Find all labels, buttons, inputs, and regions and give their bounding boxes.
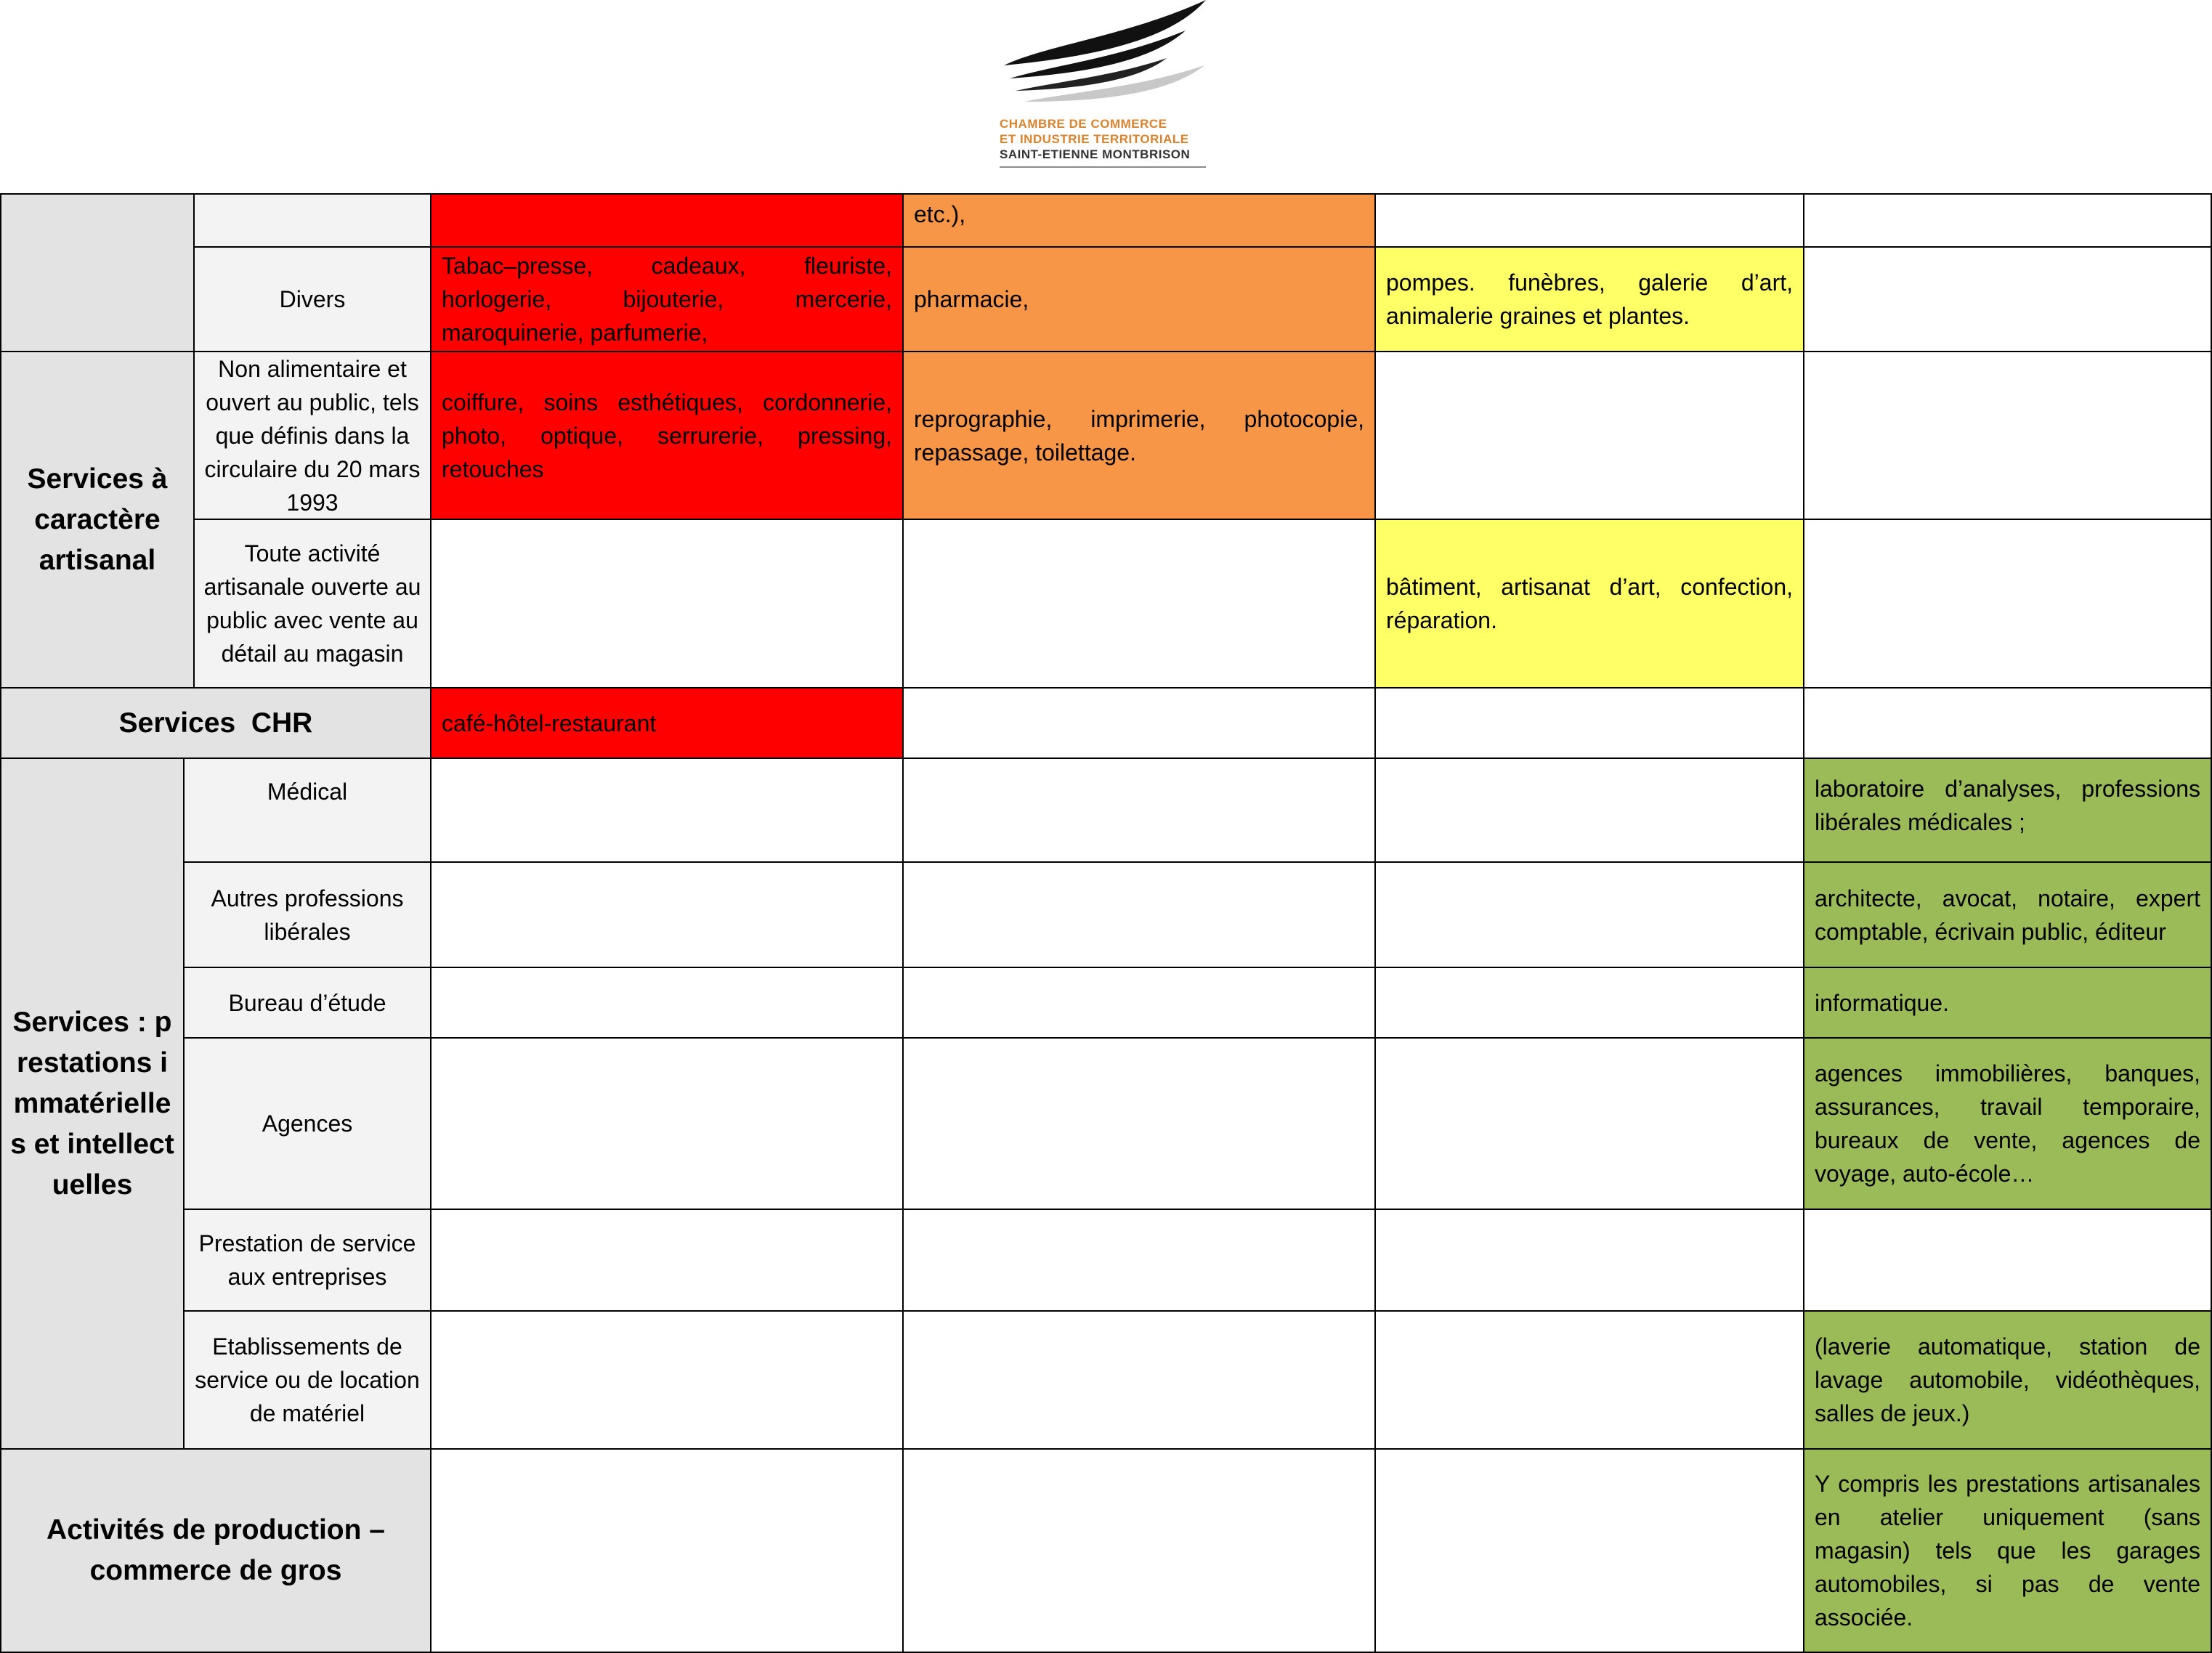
white-cell-etablissements-col1 [430,1310,904,1450]
category-label: Services à caractère artisanal [27,463,168,576]
white-cell-production-col1 [430,1448,904,1653]
red-cell-row1 [430,193,904,248]
white-cell-medical-col3 [1374,758,1804,863]
white-cell-non-alimentaire-col3 [1374,351,1804,520]
white-cell-production-col2 [902,1448,1376,1653]
red-cell-divers [430,246,904,352]
cell-text: bâtiment, artisanat d’art, confection, réparation. [1386,574,1793,633]
white-cell-prestation-col2 [902,1209,1376,1312]
cell-text: laboratoire d’analyses, professions libérales médicales ; [1815,776,2200,835]
category-activites-production [0,1448,432,1653]
logo-line-1: CHAMBRE DE COMMERCE [1000,117,1167,131]
cell-label: Prestation de service aux entreprises [198,1230,416,1290]
cell-text: pompes. funèbres, galerie d’art, animalerie graines et plantes. [1386,269,1793,329]
orange-cell-non-alimentaire [902,351,1376,520]
white-cell-medical-col2 [902,758,1376,863]
cci-logo [995,0,1213,174]
white-cell-bureau-col3 [1374,967,1804,1039]
cell-text: (laverie automatique, station de lavage automobile, vidéothèques, salles de jeux.) [1815,1333,2200,1426]
green-cell-production [1803,1448,2212,1653]
green-cell-etablissements [1803,1310,2212,1450]
category-cell-commerce [0,193,195,352]
subcategory-bureau-etude [183,967,432,1039]
white-cell-liberales-col1 [430,861,904,968]
cell-label: Autres professions libérales [211,885,404,945]
logo-line-2: ET INDUSTRIE TERRITORIALE [1000,132,1189,146]
green-cell-agences [1803,1037,2212,1210]
logo-line-3: SAINT-ETIENNE MONTBRISON [1000,147,1191,161]
subcategory-medical [183,758,432,863]
green-cell-medical [1803,758,2212,863]
cell-label: Agences [262,1110,353,1137]
red-cell-non-alimentaire [430,351,904,520]
white-cell-non-alimentaire-col4 [1803,351,2212,520]
category-label: Services : prestations immatérielles et intellectuelles [10,1006,174,1201]
white-cell-chr-col2 [902,687,1376,759]
white-cell-liberales-col3 [1374,861,1804,968]
logo-underline [1000,166,1206,168]
cell-text: informatique. [1815,989,1949,1016]
cci-swoosh-icon [995,0,1213,109]
category-label: Activités de production – commerce de gros [46,1514,385,1586]
white-cell-divers-col4 [1803,246,2212,352]
subcategory-etablissements [183,1310,432,1450]
subcategory-prestation-entreprises [183,1209,432,1312]
cell-label: Etablissements de service ou de location de matériel [195,1333,420,1426]
white-cell-medical-col1 [430,758,904,863]
white-cell-row1-col3 [1374,193,1804,248]
cell-text: café-hôtel-restaurant [442,710,657,736]
white-cell-liberales-col2 [902,861,1376,968]
subcategory-cell-empty [193,193,432,248]
cell-label: Non alimentaire et ouvert au public, tels que définis dans la circulaire du 20 mars 1993 [204,355,421,516]
cell-text: Y compris les prestations artisanales en atelier uniquement (sans magasin) tels que les garages automobiles, si pas de vente associée. [1815,1471,2200,1630]
white-cell-bureau-col1 [430,967,904,1039]
white-cell-prestation-col1 [430,1209,904,1312]
white-cell-etablissements-col3 [1374,1310,1804,1450]
green-cell-bureau [1803,967,2212,1039]
white-cell-prestation-col4 [1803,1209,2212,1312]
white-cell-artisanale-col1 [430,519,904,689]
cell-text: etc.), [914,201,966,227]
white-cell-chr-col3 [1374,687,1804,759]
category-services-immateriel [0,758,185,1450]
white-cell-agences-col2 [902,1037,1376,1210]
orange-cell-divers [902,246,1376,352]
white-cell-production-col3 [1374,1448,1804,1653]
red-cell-chr [430,687,904,759]
category-services-artisanal [0,351,195,689]
white-cell-artisanale-col2 [902,519,1376,689]
orange-cell-row1 [902,193,1376,248]
yellow-cell-divers [1374,246,1804,352]
green-cell-liberales [1803,861,2212,968]
cell-label: Médical [267,779,348,805]
category-services-chr [0,687,432,759]
subcategory-agences [183,1037,432,1210]
yellow-cell-artisanale [1374,519,1804,689]
white-cell-agences-col1 [430,1037,904,1210]
cell-text: coiffure, soins esthétiques, cordonnerie, photo, optique, serrurerie, pressing, retouches [442,389,892,482]
cell-text: reprographie, imprimerie, photocopie, repassage, toilettage. [914,405,1364,466]
white-cell-chr-col4 [1803,687,2212,759]
cell-text: architecte, avocat, notaire, expert comptable, écrivain public, éditeur [1815,885,2200,945]
cell-text: agences immobilières, banques, assurances, travail temporaire, bureaux de vente, agences de voyage, auto-école… [1815,1060,2200,1187]
category-label: Services CHR [118,707,313,739]
subcategory-non-alimentaire [193,351,432,520]
white-cell-prestation-col3 [1374,1209,1804,1312]
cell-text: Tabac–presse, cadeaux, fleuriste, horlogerie, bijouterie, mercerie, maroquinerie, parfumerie, [442,253,892,346]
cell-text: pharmacie, [914,286,1029,312]
white-cell-agences-col3 [1374,1037,1804,1210]
white-cell-row1-col4 [1803,193,2212,248]
cell-label: Divers [279,286,346,312]
white-cell-etablissements-col2 [902,1310,1376,1450]
subcategory-divers [193,246,432,352]
subcategory-activite-artisanale [193,519,432,689]
white-cell-bureau-col2 [902,967,1376,1039]
subcategory-professions-liberales [183,861,432,968]
white-cell-artisanale-col4 [1803,519,2212,689]
cell-label: Bureau d’étude [228,989,386,1016]
cell-label: Toute activité artisanale ouverte au public avec vente au détail au magasin [203,540,421,667]
